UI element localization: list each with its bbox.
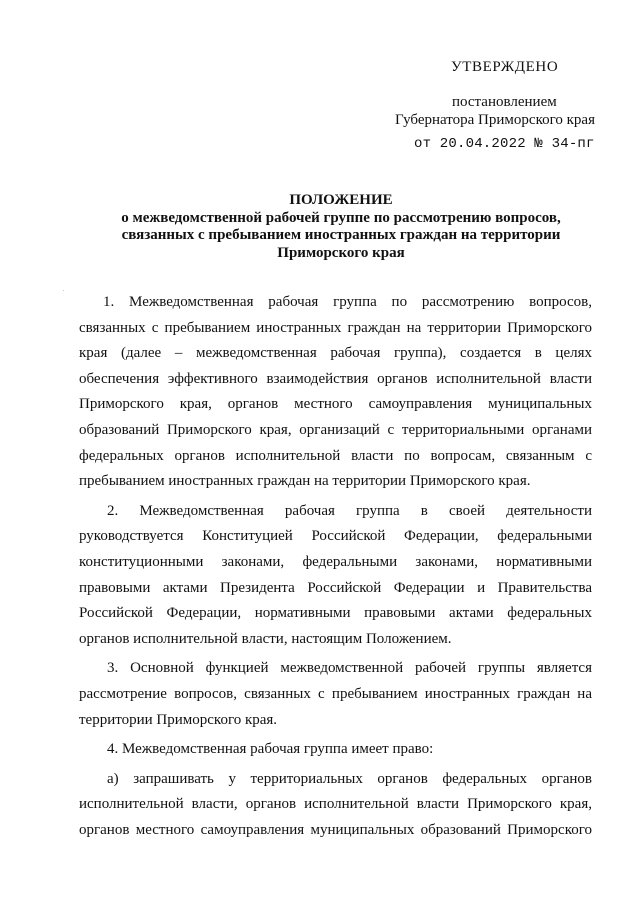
text-line: обеспечения эффективного взаимодействия органов исполнительной власти	[79, 370, 592, 387]
text-line: исполнительной власти, органов исполнительной власти Приморского края,	[79, 796, 592, 813]
text-line: а) запрашивать у территориальных органов федеральных органов	[107, 770, 592, 787]
text-line: образований Приморского края, организаций с территориальными органами	[79, 421, 592, 438]
text-line: Приморского края, органов местного самоуправления муниципальных	[79, 396, 592, 413]
document-title	[80, 192, 602, 262]
text-line: органов местного самоуправления муниципальных образований Приморского	[79, 821, 592, 838]
approval-stamp-title: УТВЕРЖДЕНО	[451, 59, 559, 75]
text-line: рассмотрение вопросов, связанных с пребыванием иностранных граждан на	[79, 685, 592, 702]
text-line: органов исполнительной власти, настоящим Положением.	[79, 630, 452, 647]
title-line: Приморского края	[277, 244, 405, 261]
paragraph-1	[79, 290, 592, 495]
text-line: 4. Межведомственная рабочая группа имеет право:	[107, 741, 434, 758]
title-line: связанных с пребыванием иностранных граждан на территории	[121, 227, 561, 243]
text-line: федеральных органов исполнительной власти по вопросам, связанным с	[79, 447, 592, 464]
text-line: 3. Основной функцией межведомственной рабочей группы является	[107, 660, 592, 677]
paragraph-2	[79, 499, 592, 653]
approval-governor: Губернатора Приморского края	[395, 112, 595, 128]
text-line: края (далее – межведомственная рабочая группа), создается в целях	[79, 345, 592, 362]
document-body	[79, 290, 592, 843]
title-heading: ПОЛОЖЕНИЕ	[289, 192, 393, 208]
text-line: территории Приморского края.	[79, 711, 278, 728]
text-line: 1. Межведомственная рабочая группа по рассмотрению вопросов,	[103, 294, 592, 310]
paragraph-3	[79, 656, 592, 733]
scan-speck	[63, 290, 64, 291]
paragraph-4	[89, 737, 592, 763]
text-line: правовыми актами Президента Российской Федерации и Правительства	[79, 579, 592, 596]
text-line: связанных с пребыванием иностранных граждан на территории Приморского	[79, 319, 592, 336]
text-line: Российской Федерации, нормативными правовыми актами федеральных	[79, 605, 592, 622]
text-line: конституционными законами, федеральными законами, нормативными	[79, 553, 592, 570]
approval-by-decree: постановлением	[452, 94, 557, 110]
text-line: руководствуется Конституцией Российской Федерации, федеральными	[79, 528, 592, 545]
paragraph-4a	[79, 767, 592, 844]
decree-date-number: от 20.04.2022 № 34-пг	[414, 136, 595, 152]
title-line: о межведомственной рабочей группе по рассмотрению вопросов,	[121, 209, 561, 226]
text-line: пребыванием иностранных граждан на территории Приморского края.	[79, 473, 531, 490]
text-line: 2. Межведомственная рабочая группа в своей деятельности	[107, 502, 592, 519]
